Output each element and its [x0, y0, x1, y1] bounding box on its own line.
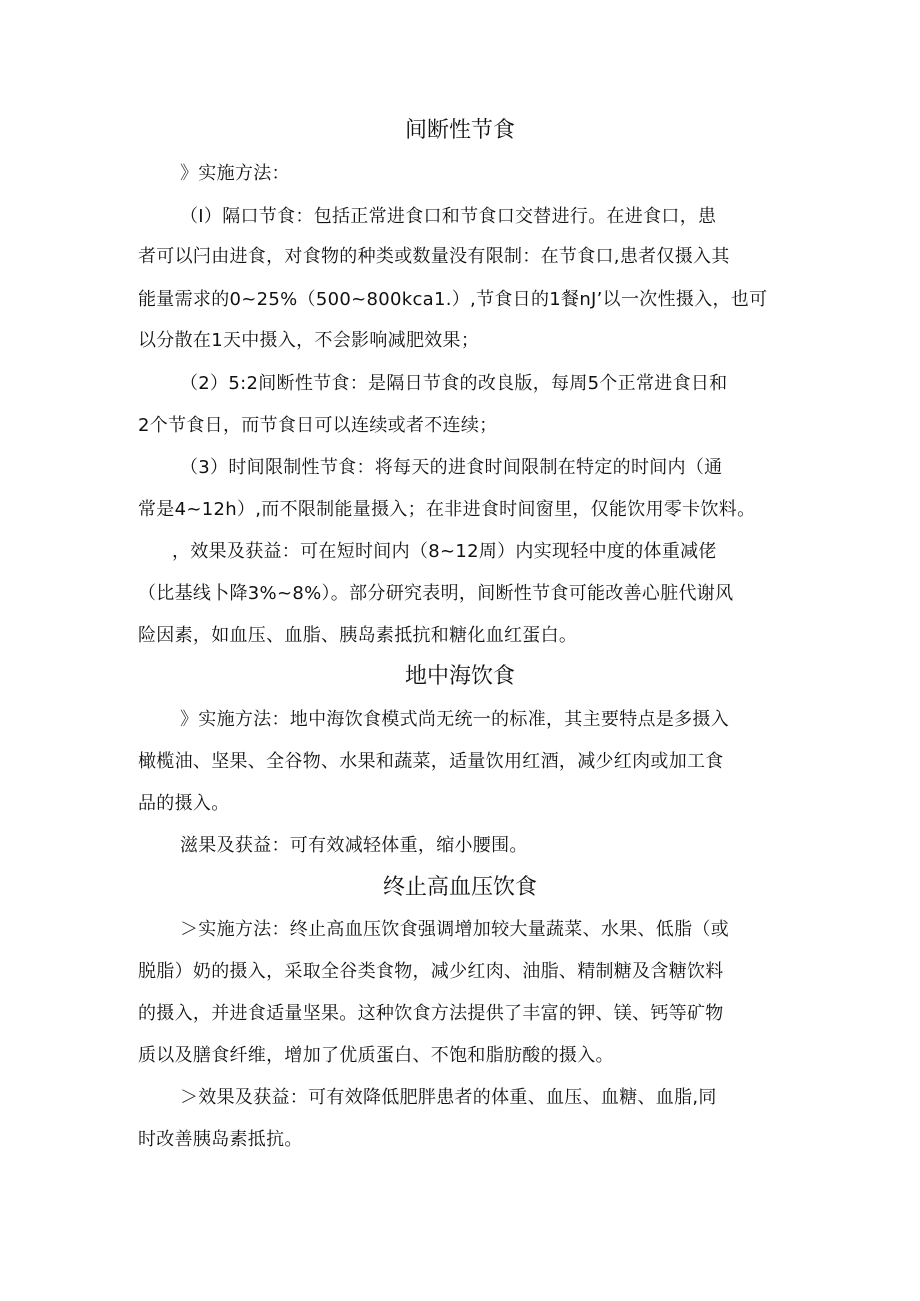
paragraph-line: 》实施方法：地中海饮食模式尚无统一的标准，其主要特点是多摄入 [180, 709, 729, 730]
paragraph-line: 时改善胰岛素抵抗。 [138, 1129, 303, 1150]
paragraph-line: 以分散在1天中摄入，不会影响减肥效果； [138, 330, 480, 351]
paragraph-line: ＞效果及获益：可有效降低肥胖患者的体重、血压、血糖、血脂,同 [180, 1087, 717, 1108]
paragraph-line: 质以及膳食纤维，增加了优质蛋白、不饱和脂肪酸的摄入。 [138, 1045, 614, 1066]
paragraph-line: （比基线卜降3%~8%）。部分研究表明，间断性节食可能改善心脏代谢风 [138, 583, 734, 604]
paragraph-line: （3）时间限制性节食：将每天的进食时间限制在特定的时间内（通 [180, 457, 723, 478]
paragraph-line: 滋果及获益：可有效减轻体重，缩小腰围。 [180, 835, 528, 856]
paragraph-line: （I）隔口节食：包括正常进食口和节食口交替进行。在进食口，患 [180, 206, 717, 227]
paragraph-line: 者可以闩由进食，对食物的种类或数量没有限制：在节食口,患者仅摄入其 [138, 246, 730, 267]
section-heading: 间断性节食 [404, 118, 515, 143]
paragraph-line: 能量需求的0~25%（500~800kca1.）,节食日的1餐nJ’以一次性摄入，也可 [138, 289, 768, 310]
paragraph-line: 脱脂）奶的摄入，采取全谷类食物，减少红肉、油脂、精制糖及含糖饮料 [138, 961, 724, 982]
paragraph-line: 常是4~12h）,而不限制能量摄入；在非进食时间窗里，仅能饮用零卡饮料。 [138, 499, 756, 520]
paragraph-line: 险因素，如血压、血脂、胰岛素抵抗和糖化血红蛋白。 [138, 625, 578, 646]
paragraph-line: ，效果及获益：可在短时间内（8~12周）内实现轻中度的体重减佬 [172, 541, 717, 562]
paragraph-line: 品的摄入。 [138, 793, 230, 814]
section-heading: 地中海饮食 [404, 664, 515, 689]
paragraph-line: 橄榄油、坚果、全谷物、水果和蔬菜，适量饮用红酒，减少红肉或加工食 [138, 751, 724, 772]
section-heading: 终止高血压饮食 [382, 875, 537, 900]
paragraph-line: 2个节食日，而节食日可以连续或者不连续； [138, 415, 498, 436]
paragraph-line: 》实施方法： [180, 163, 290, 184]
paragraph-line: （2）5:2间断性节食：是隔日节食的改良版，每周5个正常进食日和 [180, 373, 728, 394]
paragraph-line: 的摄入，并进食适量坚果。这种饮食方法提供了丰富的钾、镁、钙等矿物 [138, 1003, 724, 1024]
paragraph-line: ＞实施方法：终止高血压饮食强调增加较大量蔬菜、水果、低脂（或 [180, 919, 729, 940]
